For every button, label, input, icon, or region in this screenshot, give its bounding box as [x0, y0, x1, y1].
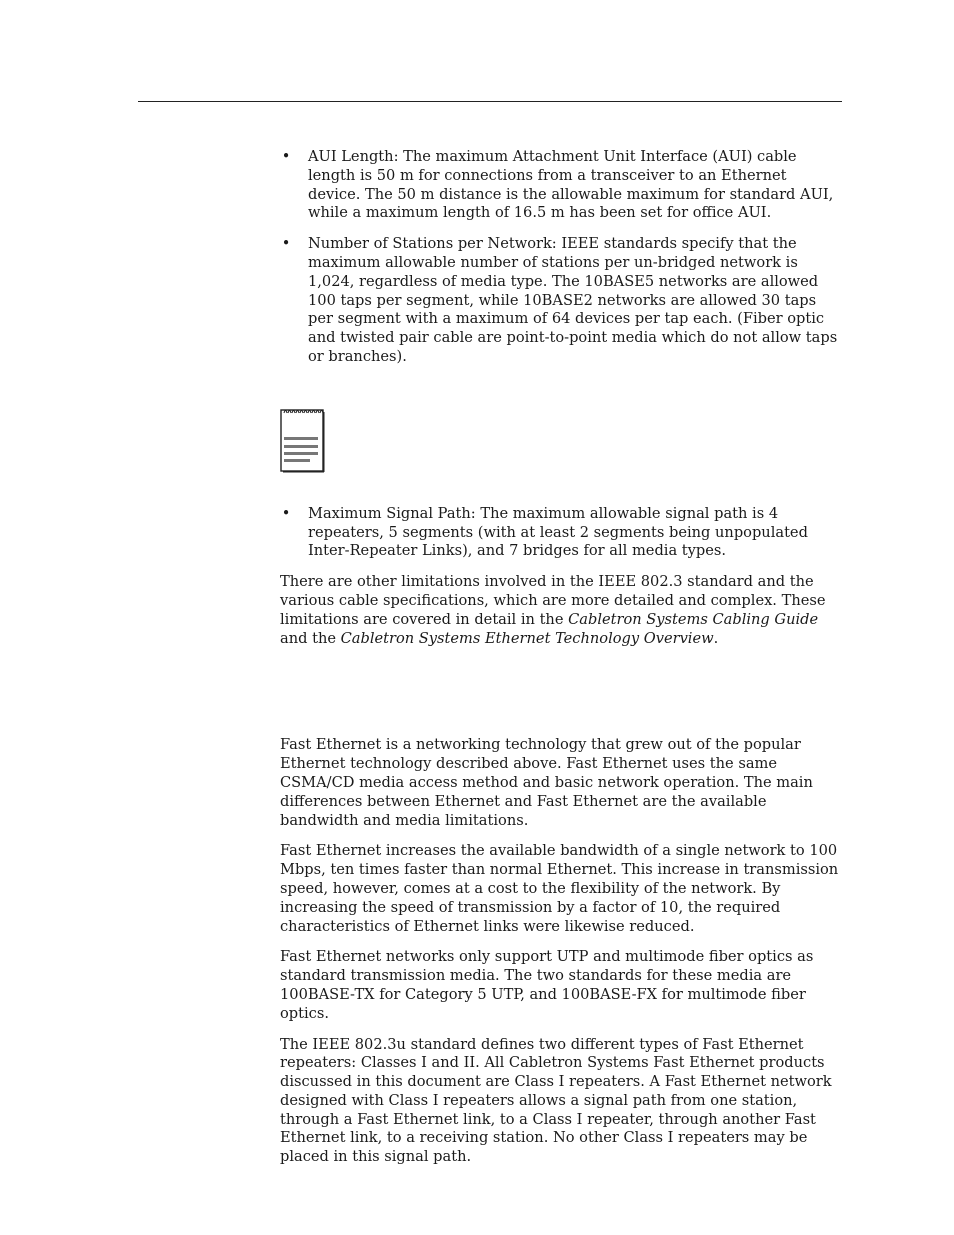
- notepad-icon: [280, 407, 326, 473]
- page-body: [280, 148, 840, 1179]
- limitations-paragraph: [280, 573, 840, 648]
- fast-ethernet-paragraph: The IEEE 802.3u standard defines two different types of Fast Ethernet repeaters: Classes I and II. All Cabletron Systems Fast Ethernet products discussed in this document are Class I repeaters. A Fast Ethernet network designed with Class I repeaters allows a signal path from one station, through a Fast Ethernet link, to a Class I repeater, through another Fast Ethernet link, to a receiving station. No other Class I repeaters may be placed in this signal path.: [280, 1035, 832, 1166]
- limitations-text: and the: [280, 629, 341, 647]
- limitations-text: .: [713, 629, 719, 647]
- bullet-text: Maximum Signal Path: The maximum allowable signal path is 4 repeaters, 5 segments (with at least 2 segments being unpopulated Inter-Repeater Links), and 7 bridges for all media types.: [308, 504, 808, 560]
- limitations-text: There are other limitations involved in the IEEE 802.3 standard and the various cable specifications, which are more detailed and complex. These limitations are covered in detail in the: [280, 573, 826, 628]
- fast-ethernet-paragraph: Fast Ethernet increases the available bandwidth of a single network to 100 Mbps, ten times faster than normal Ethernet. This increase in transmission speed, however, comes at a cost to the flexibility of the network. By increasing the speed of transmission by a factor of 10, the required characteristics of Ethernet links were likewise reduced.: [280, 842, 839, 935]
- fast-ethernet-paragraph: Fast Ethernet networks only support UTP and multimode fiber optics as standard transmission media. The two standards for these media are 100BASE-TX for Category 5 UTP, and 100BASE-FX for multimode fiber optics.: [280, 948, 814, 1022]
- bullet-aui-length: [280, 148, 840, 223]
- bullet-dot: •: [281, 148, 291, 165]
- fast-ethernet-paragraph: Fast Ethernet is a networking technology that grew out of the popular Ethernet technology described above. Fast Ethernet uses the same CSMA/CD media access method and basic network operation. The main differences between Ethernet and Fast Ethernet are the available bandwidth and media limitations.: [280, 736, 813, 829]
- bullet-dot: •: [281, 235, 291, 253]
- section-spacer: [280, 660, 840, 736]
- bullet-max-signal-path: [280, 505, 840, 561]
- bullet-text: AUI Length: The maximum Attachment Unit Interface (AUI) cable length is 50 m for connections from a transceiver to an Ethernet device. The 50 m distance is the allowable maximum for standard AUI, while a maximum length of 16.5 m has been set for office AUI.: [308, 148, 834, 222]
- bullet-stations-per-network: [280, 235, 840, 367]
- bullet-text: Number of Stations per Network: IEEE standards specify that the maximum allowable number of stations per un-bridged network is 1,024, regardless of media type. The 10BASE5 networks are allowed 100 taps per segment, while 10BASE2 networks are allowed 30 taps per segment with a maximum of 64 devices per tap each. (Fiber optic and twisted pair cable are point-to-point media which do not allow taps or branches).: [308, 235, 838, 365]
- cabling-guide-reference: Cabletron Systems Cabling Guide: [568, 610, 819, 628]
- header-rule: [138, 101, 842, 102]
- note-block: [280, 379, 840, 505]
- bullet-dot: •: [281, 504, 291, 522]
- ethernet-overview-reference: Cabletron Systems Ethernet Technology Overview: [340, 629, 714, 647]
